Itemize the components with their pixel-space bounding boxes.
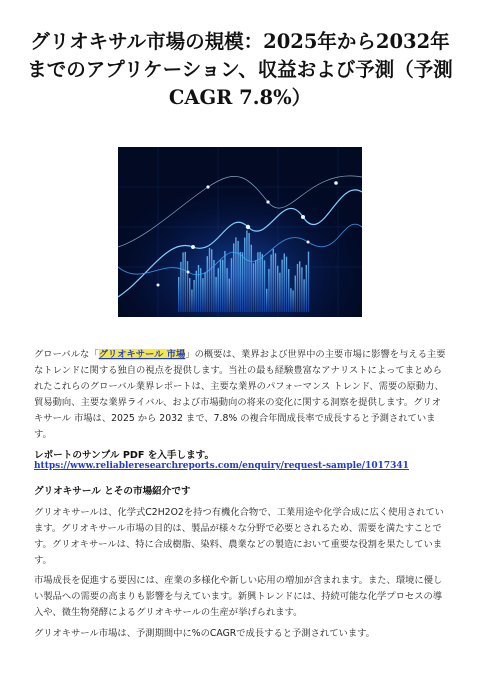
decor-bar: [220, 260, 221, 312]
decor-bar: [202, 278, 203, 312]
market-link[interactable]: グリオキサール 市場: [98, 349, 186, 360]
decor-bar: [244, 238, 245, 312]
decor-bar: [211, 249, 212, 312]
decor-bar: [292, 291, 293, 313]
sample-label: レポートのサンプル PDF を入手します。: [34, 450, 215, 461]
decor-bar: [198, 265, 199, 312]
intro-paragraph: [34, 347, 446, 443]
decor-bar: [301, 267, 302, 312]
decor-bar: [273, 249, 274, 312]
decor-bar: [187, 261, 188, 312]
decor-bar: [207, 256, 208, 312]
decor-bar: [215, 277, 216, 312]
decor-bar: [266, 289, 267, 312]
body-paragraph-3: グリオキサール市場は、予測期間中に%のCAGRで成長すると予測されています。: [34, 628, 375, 639]
decor-bar: [209, 248, 210, 312]
decor-bar: [270, 255, 271, 312]
decor-bar: [185, 252, 186, 312]
decor-bar: [226, 268, 227, 312]
decor-bar: [253, 263, 254, 312]
decor-bar: [189, 278, 190, 312]
decor-bar: [218, 268, 219, 312]
decor-bar: [286, 257, 287, 312]
decor-bar: [262, 254, 263, 312]
decor-bar: [281, 260, 282, 312]
body-paragraph-2: 市場成長を促進する要因には、産業の多様化や新しい応用の増加が含まれます。また、環境に優しい製品への需要の高まりも影響を与えています。新興トレンドには、持続可能な化学プロセスの導入や、微生物発酵によるグリオキサールの生産が挙げられます。: [34, 575, 443, 618]
decor-bar: [259, 252, 260, 312]
hero-illustration: [118, 147, 362, 317]
decor-bar: [297, 264, 298, 312]
decor-bar: [268, 269, 269, 312]
intro-prefix: グローバルな「: [34, 349, 99, 360]
decor-bar: [240, 252, 241, 312]
decor-bar: [299, 261, 300, 312]
decor-bar: [196, 271, 197, 312]
decor-bar: [242, 252, 243, 312]
decor-bar: [277, 266, 278, 312]
decor-bar: [235, 237, 236, 312]
intro-body: 」の概要は、業界および世界中の主要市場に影響を与える主要なトレンドに関する独自の視点を提供します。当社の最も経験豊富なアナリストによってまとめられたこれらのグローバル業界レポートは、主要な業界のパフォーマンス トレンド、需要の原動力、貿易動向、主要な業界ライバル、および市場動向の将来の変化に関する洞察を提供します。グリオキサール 市場は、2025 から 2032 まで、7.8% の複合年間成長率で成長すると予測されています。: [34, 349, 446, 440]
page-title: グリオキサル市場の規模：2025年から2032年までのアプリケーション、収益および予測（予測CAGR 7.8%）: [27, 30, 453, 109]
decor-bar: [264, 260, 265, 312]
decor-bar: [191, 290, 192, 312]
decor-bar: [257, 252, 258, 312]
decor-bar: [284, 254, 285, 313]
decor-bar: [279, 273, 280, 312]
data-chart-illustration-icon: [118, 147, 362, 317]
decor-bar: [248, 233, 249, 312]
decor-bar: [246, 230, 247, 312]
decor-bar: [204, 272, 205, 312]
decor-bar: [182, 252, 183, 312]
body-paragraph-1: グリオキサールは、化学式C2H2O2を持つ有機化合物で、工業用途や化学合成に広く使用されています。グリオキサール市場の目的は、製品が様々な分野で必要とされるため、需要を満たすことです。グリオキサールは、特に合成樹脂、染料、農業などの製造において重要な役割を果たしています。: [34, 507, 444, 566]
decor-bar: [308, 252, 309, 312]
decor-bar: [255, 260, 256, 312]
decor-bar: [303, 279, 304, 312]
decor-bar: [224, 251, 225, 312]
decor-bar: [213, 260, 214, 312]
decor-bar: [290, 288, 291, 312]
decor-bar: [193, 280, 194, 312]
decor-bar: [231, 258, 232, 312]
decor-bar: [295, 276, 296, 312]
decor-bar: [275, 253, 276, 312]
decor-bar: [251, 245, 252, 312]
decor-bar: [288, 269, 289, 312]
decor-bar: [222, 260, 223, 312]
sample-request-link[interactable]: https://www.reliableresearchreports.com/enquiry/request-sample/1017341: [34, 461, 409, 471]
decor-bar: [229, 279, 230, 312]
decor-bar: [306, 265, 307, 312]
section-heading: グリオキサール とその市場紹介です: [34, 486, 191, 497]
decor-bar: [233, 243, 234, 312]
decor-bar: [178, 277, 179, 312]
decor-bar: [237, 241, 238, 312]
